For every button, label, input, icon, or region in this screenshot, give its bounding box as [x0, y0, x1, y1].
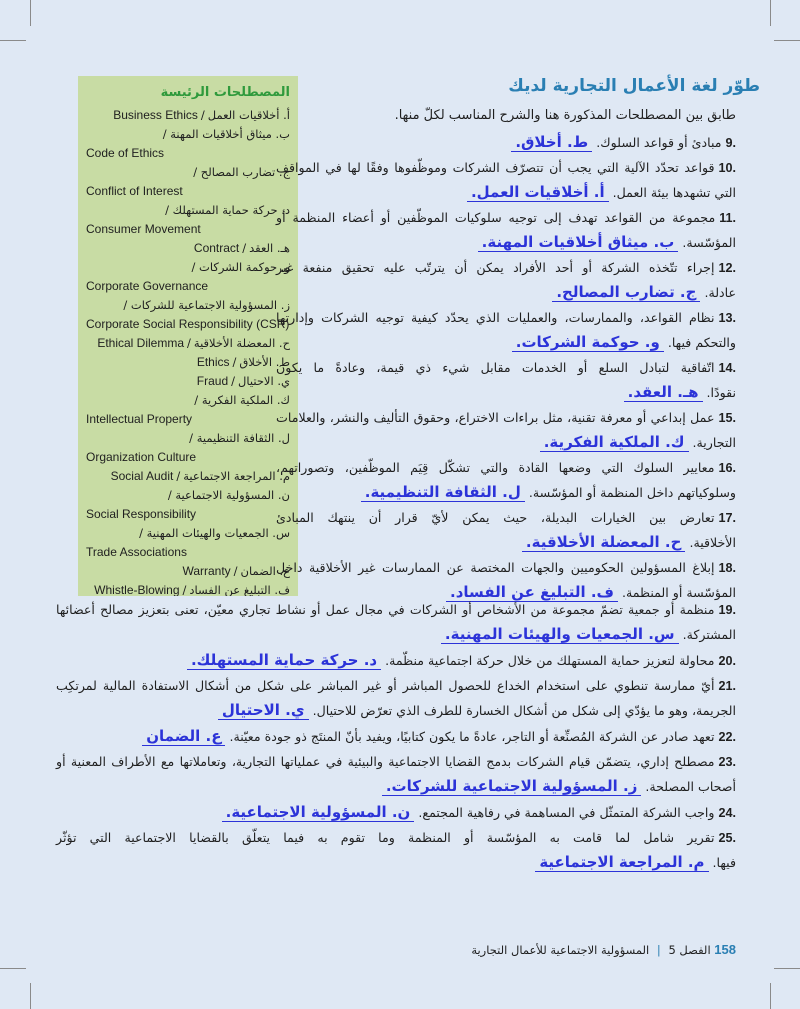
glossary-entry: ح. المعضلة الأخلاقية/Ethical Dilemma	[97, 336, 290, 350]
matching-item: 23.مصطلح إداري، يتضمّن قيام الشركات بدمج القضايا الاجتماعية والبيئية في عملياتها التجارية، وتعاملاتها مع الأطراف المعنية أو أصحاب المصلحة.ز. المسؤولية الاجتماعية للشركات.	[56, 754, 736, 795]
handwritten-answer: ف. التبليغ عن الفساد.	[446, 583, 618, 602]
matching-item: 20.محاولة لتعزيز حماية المستهلك من خلال حركة اجتماعية منظّمة.د. حركة حماية المستهلك.	[56, 648, 736, 673]
handwritten-answer: ز. المسؤولية الاجتماعية للشركات.	[382, 777, 642, 796]
key-terms-title: المصطلحات الرئيسة	[160, 85, 290, 100]
handwritten-answer: ج. تضارب المصالح.	[552, 283, 700, 302]
glossary-entry: ب. ميثاق أخلاقيات المهنة / Code of Ethics	[86, 127, 290, 160]
matching-item: 21.أيّ ممارسة تنطوي على استخدام الخداع للحصول المباشر أو غير المباشر على شكل من أشكال الاستفادة المالية لمرتكِب الجريمة، وهو ما يؤدّي إلى شكل من أشكال الخسارة للطرف الذي تعرّض للاحتيال.ي. الاحتيال	[56, 678, 736, 719]
instructions: طابق بين المصطلحات المذكورة هنا والشرح المناسب لكلّ منها.	[394, 108, 736, 123]
handwritten-answer: س. الجمعيات والهيئات المهنية.	[441, 625, 679, 644]
matching-item: 11.مجموعة من القواعد تهدف إلى توجيه سلوكيات الموظّفين أو أعضاء المنظمة أو المؤسّسة.ب. ميثاق أخلاقيات المهنة.	[276, 210, 736, 251]
handwritten-answer: هـ. العقد.	[624, 383, 703, 402]
chapter-label: الفصل 5	[668, 943, 711, 957]
handwritten-answer: و. حوكمة الشركات.	[512, 333, 664, 352]
crop-mark	[0, 968, 26, 969]
handwritten-answer: ط. أخلاق.	[511, 133, 592, 152]
handwritten-answer: ع. الضمان	[142, 727, 225, 746]
glossary-entry: ل. الثقافة التنظيمية / Organization Culture	[86, 431, 290, 464]
page-heading: طوّر لغة الأعمال التجارية لديك	[508, 76, 760, 96]
crop-mark	[30, 983, 31, 1009]
glossary-entry: ط. الأخلاق/Ethics	[196, 355, 290, 369]
matching-item: 25.تقرير شامل لما قامت به المؤسّسة أو المنظمة وما تقوم به فيما يتعلّق بالقضايا الاجتماعية التي تؤثّر فيها.م. المراجعة الاجتماعية	[56, 830, 736, 871]
matching-item: 12.إجراء تتّخذه الشركة أو أحد الأفراد يمكن أن يترتّب عليه تحقيق منفعة غير عادلة.ج. تضارب المصالح.	[276, 260, 736, 301]
glossary-entry: ن. المسؤولية الاجتماعية / Social Responsibility	[86, 488, 290, 521]
handwritten-answer: ن. المسؤولية الاجتماعية.	[222, 803, 415, 822]
glossary-entry: و. حوكمة الشركات / Corporate Governance	[86, 260, 290, 293]
crop-mark	[774, 968, 800, 969]
handwritten-answer: أ. أخلاقيات العمل.	[467, 183, 609, 202]
glossary-entry: أ. أخلاقيات العمل/Business Ethics	[113, 108, 290, 122]
matching-item: 18.إبلاغ المسؤولين الحكوميين والجهات المختصة عن الممارسات غير الأخلاقية داخل المؤسّسة أو المنظمة.ف. التبليغ عن الفساد.	[276, 560, 736, 601]
matching-item: 22.تعهد صادر عن الشركة المُصنِّعة أو التاجر، عادةً ما يكون كتابيًا، ويفيد بأنّ المنتَج ذو جودة معيّنة.ع. الضمان	[56, 724, 736, 749]
matching-item: 24.واجب الشركة المتمثّل في المساهمة في رفاهية المجتمع.ن. المسؤولية الاجتماعية.	[56, 800, 736, 825]
glossary-entry: هـ. العقد/Contract	[193, 241, 290, 255]
glossary-entry: ز. المسؤولية الاجتماعية للشركات / Corporate Social Responsibility (CSR)	[86, 298, 290, 331]
glossary-entry: ج. تضارب المصالح / Conflict of Interest	[86, 165, 290, 198]
glossary-entry: ع. الضمان/Warranty	[182, 564, 290, 578]
glossary-entry: ي. الاحتيال/Fraud	[196, 374, 290, 388]
glossary-entry: ك. الملكية الفكرية / Intellectual Property	[86, 393, 290, 426]
matching-item: 9.مبادئ أو قواعد السلوك.ط. أخلاق.	[276, 130, 736, 155]
glossary-entry: م. المراجعة الاجتماعية/Social Audit	[110, 469, 290, 483]
matching-item: 16.معايير السلوك التي وضعها القادة والتي تشكّل قِيَم الموظّفين، وتصوراتهم، وسلوكياتهم داخل المنظمة أو المؤسّسة.ل. الثقافة التنظيمية.	[276, 460, 736, 501]
handwritten-answer: م. المراجعة الاجتماعية	[535, 853, 708, 872]
matching-item: 13.نظام القواعد، والممارسات، والعمليات الذي يحدّد كيفية توجيه الشركات وإدارتها والتحكم فيها.و. حوكمة الشركات.	[276, 310, 736, 351]
page-number: 158	[714, 942, 736, 957]
matching-items	[276, 130, 736, 606]
glossary-entry: س. الجمعيات والهيئات المهنية / Trade Associations	[86, 526, 290, 559]
crop-mark	[0, 40, 26, 41]
matching-item: 19.منظمة أو جمعية تضمّ مجموعة من الأشخاص أو الشركات في مجال عمل أو نشاط تجاري معيّن، تعنى بتعزيز مصالح أعضائها المشتركة.س. الجمعيات والهيئات المهنية.	[56, 602, 736, 643]
matching-item: 10.قواعد تحدّد الآلية التي يجب أن تتصرّف الشركات وموظّفوها وفقًا لها في المواقف التي تشهدها بيئة العمل.أ. أخلاقيات العمل.	[276, 160, 736, 201]
chapter-title: المسؤولية الاجتماعية للأعمال التجارية	[471, 943, 650, 957]
glossary-entry: ف. التبليغ عن الفساد/Whistle-Blowing	[94, 583, 290, 596]
matching-item: 15.عمل إبداعي أو معرفة تقنية، مثل براءات الاختراع، وحقوق التأليف والنشر، والعلامات التجارية.ك. الملكية الفكرية.	[276, 410, 736, 451]
key-terms-box	[78, 76, 298, 596]
handwritten-answer: ح. المعضلة الأخلاقية.	[522, 533, 686, 552]
crop-mark	[770, 0, 771, 26]
matching-item: 17.تعارض بين الخيارات البديلة، حيث يمكن لأيّ قرار أن ينتهك المبادئ الأخلاقية.ح. المعضلة الأخلاقية.	[276, 510, 736, 551]
handwritten-answer: ك. الملكية الفكرية.	[540, 433, 689, 452]
handwritten-answer: ب. ميثاق أخلاقيات المهنة.	[478, 233, 679, 252]
crop-mark	[770, 983, 771, 1009]
footer-divider: |	[656, 943, 661, 957]
matching-item: 14.اتّفاقية لتبادل السلع أو الخدمات مقابل شيء ذي قيمة، وعادةً ما يكون نقودًا.هـ. العقد.	[276, 360, 736, 401]
crop-mark	[30, 0, 31, 26]
handwritten-answer: د. حركة حماية المستهلك.	[187, 651, 381, 670]
page-footer	[471, 942, 736, 957]
handwritten-answer: ل. الثقافة التنظيمية.	[361, 483, 525, 502]
crop-mark	[774, 40, 800, 41]
matching-items-wide	[56, 598, 736, 876]
handwritten-answer: ي. الاحتيال	[218, 701, 309, 720]
glossary-entry: د. حركة حماية المستهلك / Consumer Movement	[86, 203, 290, 236]
